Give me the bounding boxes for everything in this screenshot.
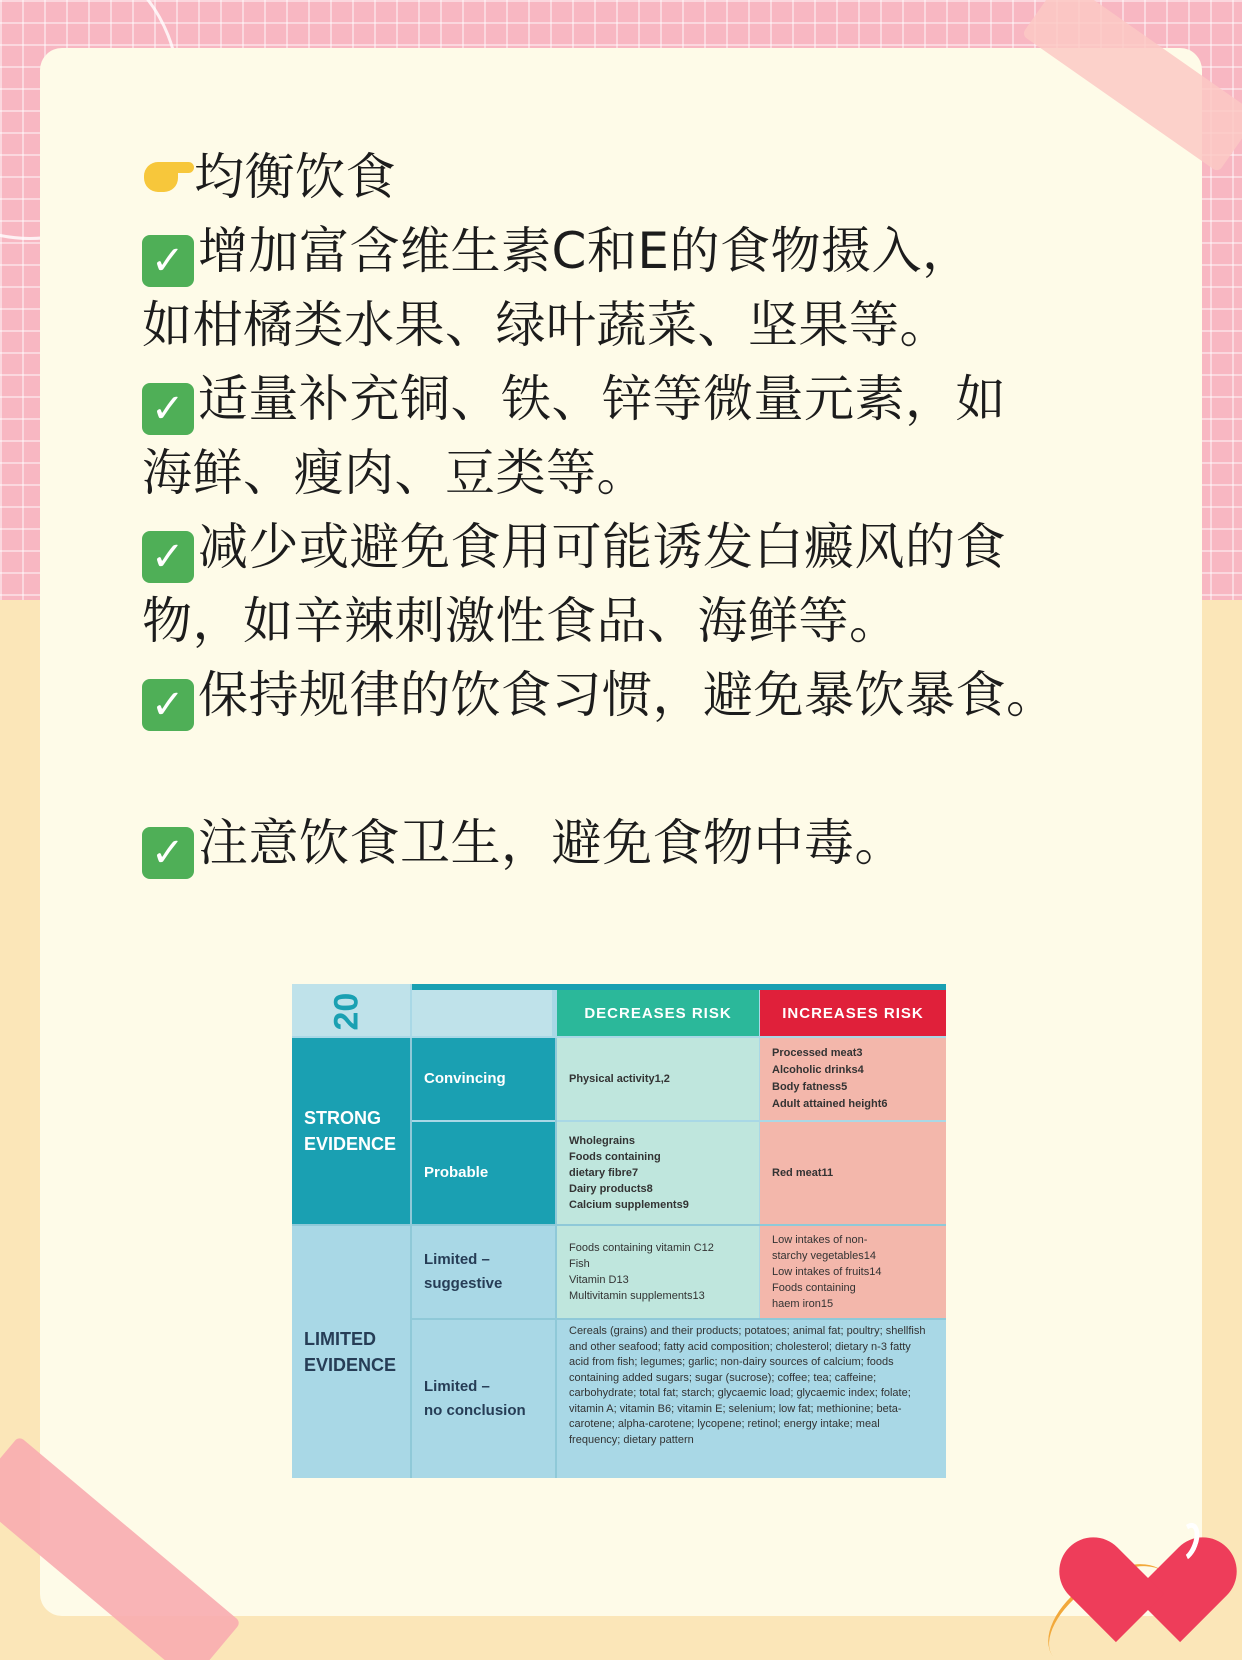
check-mark-icon: ✓ bbox=[142, 827, 194, 879]
cell-text: Low intakes of non- bbox=[772, 1234, 868, 1246]
cell-text: Calcium supplements9 bbox=[569, 1199, 689, 1211]
check-mark-icon: ✓ bbox=[142, 531, 194, 583]
table-divider bbox=[410, 1038, 412, 1478]
limited-suggestive-increases bbox=[760, 1226, 946, 1318]
advice-text: 注意饮食卫生，避免食物中毒。 bbox=[198, 814, 905, 872]
cell-text: Alcoholic drinks4 bbox=[772, 1064, 864, 1076]
limited-no-conclusion-text: Cereals (grains) and their products; potatoes; animal fat; poultry; shellfish and other seafood; fatty acid composition; cholesterol; dietary n-3 fatty acid from fish; legumes; garlic; non-dairy sources of calcium; foods containing added sugars; sugar (sucrose); coffee; tea; caffeine; carbohydrate; total fat; starch; glycaemic load; glycaemic index; folate; vitamin A; vitamin B6; vitamin E; selenium; low fat; methionine; beta-carotene; alpha-carotene; lycopene; retinol; energy intake; meal frequency; dietary pattern bbox=[557, 1320, 946, 1478]
check-mark-icon: ✓ bbox=[142, 235, 194, 287]
cell-text: haem iron15 bbox=[772, 1298, 834, 1310]
header-blank bbox=[412, 984, 552, 1036]
cell-text: Wholegrains bbox=[569, 1135, 636, 1147]
advice-line-2 bbox=[142, 288, 1142, 362]
cell-text: Processed meat3 bbox=[772, 1047, 863, 1059]
header-decreases-risk: DECREASES RISK bbox=[557, 990, 759, 1036]
advice-text: 减少或避免食用可能诱发白癜风的食 bbox=[198, 518, 1006, 576]
row-label-limited-suggestive bbox=[412, 1226, 555, 1318]
cell-text: Low intakes of fruits14 bbox=[772, 1266, 882, 1278]
row-label-probable: Probable bbox=[412, 1122, 555, 1224]
table-divider bbox=[292, 1224, 946, 1226]
advice-text: 增加富含维生素C和E的食物摄入， bbox=[198, 222, 973, 280]
strong-evidence-label bbox=[292, 1038, 410, 1224]
row-label-line: no conclusion bbox=[424, 1402, 526, 1419]
heading-text: 均衡饮食 bbox=[194, 148, 396, 206]
row-label-line: Limited – bbox=[424, 1251, 490, 1268]
row-label-line: Limited – bbox=[424, 1378, 490, 1395]
advice-text: 物，如辛辣刺激性食品、海鲜等。 bbox=[142, 592, 900, 650]
evidence-table-image bbox=[292, 984, 946, 1478]
cell-text: Foods containing bbox=[569, 1151, 661, 1163]
cell-text: Red meat11 bbox=[772, 1166, 834, 1179]
heart-balloon-icon bbox=[1080, 1480, 1220, 1620]
advice-line-7 bbox=[142, 658, 1142, 732]
probable-increases bbox=[760, 1122, 946, 1224]
advice-line-1 bbox=[142, 214, 1142, 288]
cell-text: starchy vegetables14 bbox=[772, 1250, 876, 1262]
pointing-hand-icon bbox=[142, 148, 194, 200]
diet-advice-text bbox=[142, 140, 1142, 880]
advice-line-8 bbox=[142, 806, 1142, 880]
row-label-limited-no-conclusion bbox=[412, 1320, 555, 1478]
cell-text: Dairy products8 bbox=[569, 1183, 653, 1195]
strong-evidence-line-2: EVIDENCE bbox=[304, 1134, 397, 1154]
table-corner-text: 20 bbox=[327, 992, 366, 1031]
strong-evidence-line-1: STRONG bbox=[304, 1108, 382, 1128]
advice-text: 适量补充铜、铁、锌等微量元素，如 bbox=[198, 370, 1006, 428]
row-label-line: suggestive bbox=[424, 1275, 503, 1292]
limited-suggestive-decreases bbox=[557, 1226, 759, 1318]
cell-text: Body fatness5 bbox=[772, 1081, 848, 1093]
cell-text: Physical activity1,2 bbox=[569, 1072, 670, 1085]
spacer bbox=[142, 732, 1142, 806]
advice-text: 海鲜、瘦肉、豆类等。 bbox=[142, 444, 647, 502]
header-increases-risk: INCREASES RISK bbox=[760, 990, 946, 1036]
advice-line-3 bbox=[142, 362, 1142, 436]
cell-text: Foods containing vitamin C12 bbox=[569, 1242, 714, 1254]
limited-evidence-line-1: LIMITED bbox=[304, 1329, 376, 1349]
heading-line bbox=[142, 140, 1142, 214]
cell-text: Vitamin D13 bbox=[569, 1274, 629, 1286]
advice-line-4 bbox=[142, 436, 1142, 510]
advice-line-5 bbox=[142, 510, 1142, 584]
cell-text: Foods containing bbox=[772, 1282, 856, 1294]
probable-decreases bbox=[557, 1122, 759, 1224]
advice-text: 如柑橘类水果、绿叶蔬菜、坚果等。 bbox=[142, 296, 950, 354]
row-label-convincing: Convincing bbox=[412, 1038, 555, 1120]
advice-text: 保持规律的饮食习惯，避免暴饮暴食。 bbox=[198, 666, 1057, 724]
table-divider bbox=[412, 1318, 946, 1320]
limited-evidence-label bbox=[292, 1226, 410, 1478]
cell-text: Multivitamin supplements13 bbox=[569, 1290, 705, 1302]
cell-text: dietary fibre7 bbox=[569, 1167, 639, 1179]
check-mark-icon: ✓ bbox=[142, 679, 194, 731]
limited-evidence-line-2: EVIDENCE bbox=[304, 1355, 397, 1375]
table-corner bbox=[292, 984, 410, 1036]
cell-text: Fish bbox=[569, 1258, 590, 1270]
advice-line-6 bbox=[142, 584, 1142, 658]
cell-text: Adult attained height6 bbox=[772, 1098, 888, 1110]
check-mark-icon: ✓ bbox=[142, 383, 194, 435]
convincing-decreases bbox=[557, 1038, 759, 1120]
convincing-increases bbox=[760, 1038, 946, 1120]
table-divider bbox=[555, 1038, 557, 1478]
